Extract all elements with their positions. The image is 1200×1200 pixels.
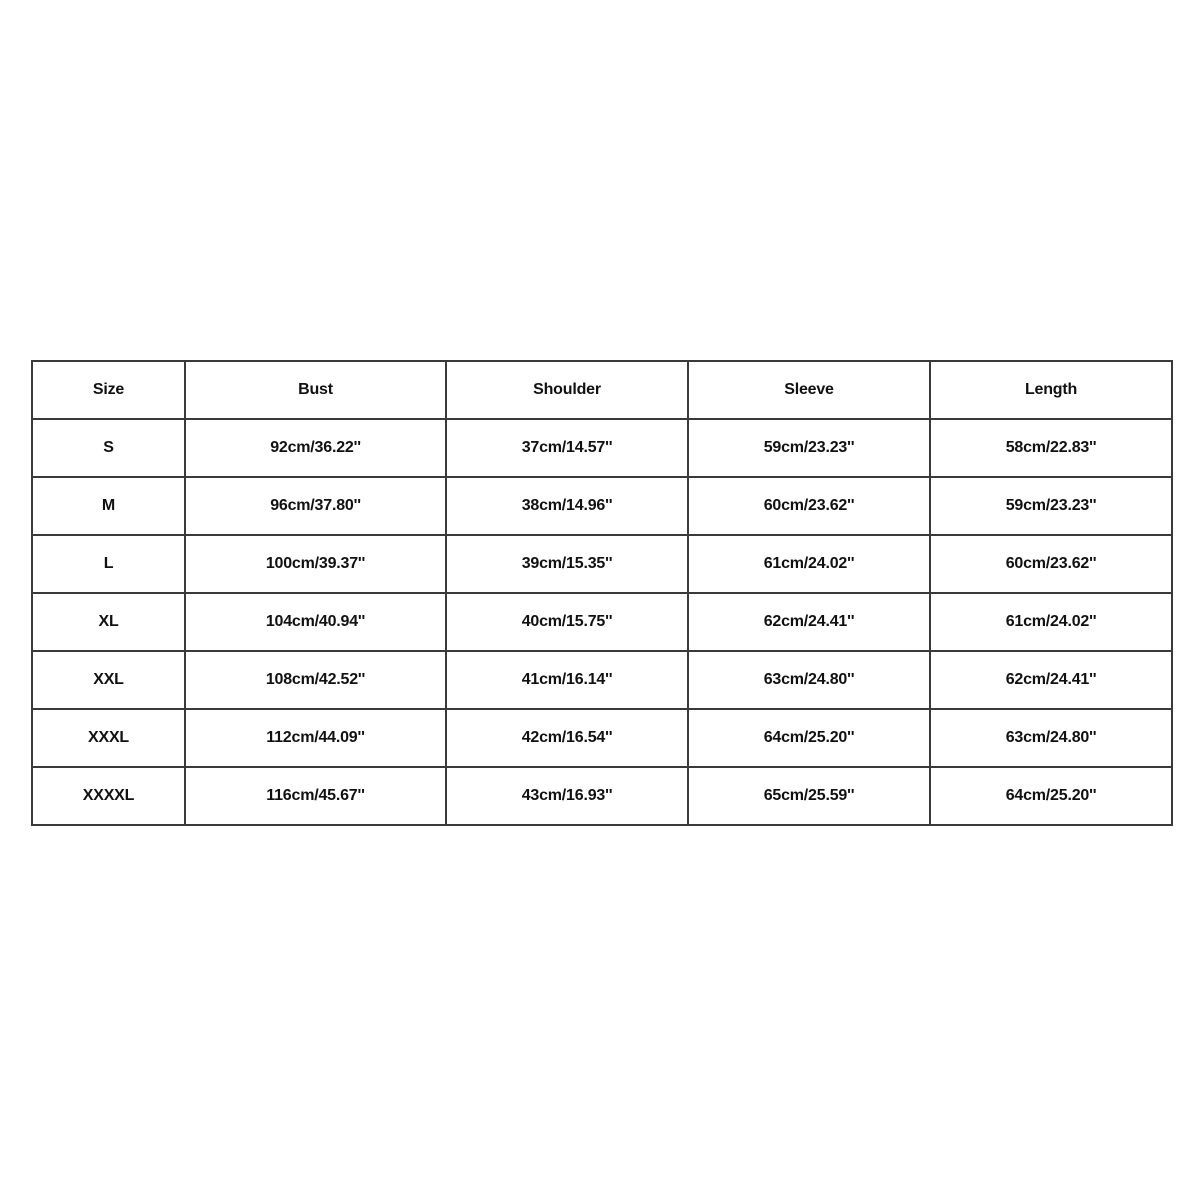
- cell-bust: 108cm/42.52'': [185, 651, 446, 709]
- cell-shoulder: 42cm/16.54'': [446, 709, 688, 767]
- cell-shoulder: 43cm/16.93'': [446, 767, 688, 825]
- cell-shoulder: 38cm/14.96'': [446, 477, 688, 535]
- cell-shoulder: 39cm/15.35'': [446, 535, 688, 593]
- cell-size: M: [32, 477, 185, 535]
- cell-size: XXL: [32, 651, 185, 709]
- cell-bust: 92cm/36.22'': [185, 419, 446, 477]
- cell-sleeve: 59cm/23.23'': [688, 419, 930, 477]
- cell-sleeve: 61cm/24.02'': [688, 535, 930, 593]
- cell-sleeve: 64cm/25.20'': [688, 709, 930, 767]
- cell-bust: 116cm/45.67'': [185, 767, 446, 825]
- cell-sleeve: 62cm/24.41'': [688, 593, 930, 651]
- cell-sleeve: 63cm/24.80'': [688, 651, 930, 709]
- table-row: [32, 767, 1172, 825]
- header-shoulder: Shoulder: [446, 361, 688, 419]
- table-row: [32, 709, 1172, 767]
- cell-bust: 96cm/37.80'': [185, 477, 446, 535]
- table-row: [32, 535, 1172, 593]
- cell-shoulder: 40cm/15.75'': [446, 593, 688, 651]
- header-length: Length: [930, 361, 1172, 419]
- size-chart-table: [31, 360, 1173, 826]
- table-row: [32, 593, 1172, 651]
- cell-bust: 112cm/44.09'': [185, 709, 446, 767]
- cell-size: S: [32, 419, 185, 477]
- cell-size: L: [32, 535, 185, 593]
- header-size: Size: [32, 361, 185, 419]
- cell-length: 60cm/23.62'': [930, 535, 1172, 593]
- cell-length: 59cm/23.23'': [930, 477, 1172, 535]
- cell-bust: 104cm/40.94'': [185, 593, 446, 651]
- cell-size: XXXXL: [32, 767, 185, 825]
- cell-size: XXXL: [32, 709, 185, 767]
- header-sleeve: Sleeve: [688, 361, 930, 419]
- cell-bust: 100cm/39.37'': [185, 535, 446, 593]
- table-row: [32, 477, 1172, 535]
- cell-length: 58cm/22.83'': [930, 419, 1172, 477]
- cell-shoulder: 37cm/14.57'': [446, 419, 688, 477]
- cell-sleeve: 60cm/23.62'': [688, 477, 930, 535]
- cell-length: 63cm/24.80'': [930, 709, 1172, 767]
- cell-shoulder: 41cm/16.14'': [446, 651, 688, 709]
- cell-length: 64cm/25.20'': [930, 767, 1172, 825]
- table-row: [32, 651, 1172, 709]
- cell-length: 62cm/24.41'': [930, 651, 1172, 709]
- cell-length: 61cm/24.02'': [930, 593, 1172, 651]
- cell-sleeve: 65cm/25.59'': [688, 767, 930, 825]
- header-row: [32, 361, 1172, 419]
- header-bust: Bust: [185, 361, 446, 419]
- table-row: [32, 419, 1172, 477]
- cell-size: XL: [32, 593, 185, 651]
